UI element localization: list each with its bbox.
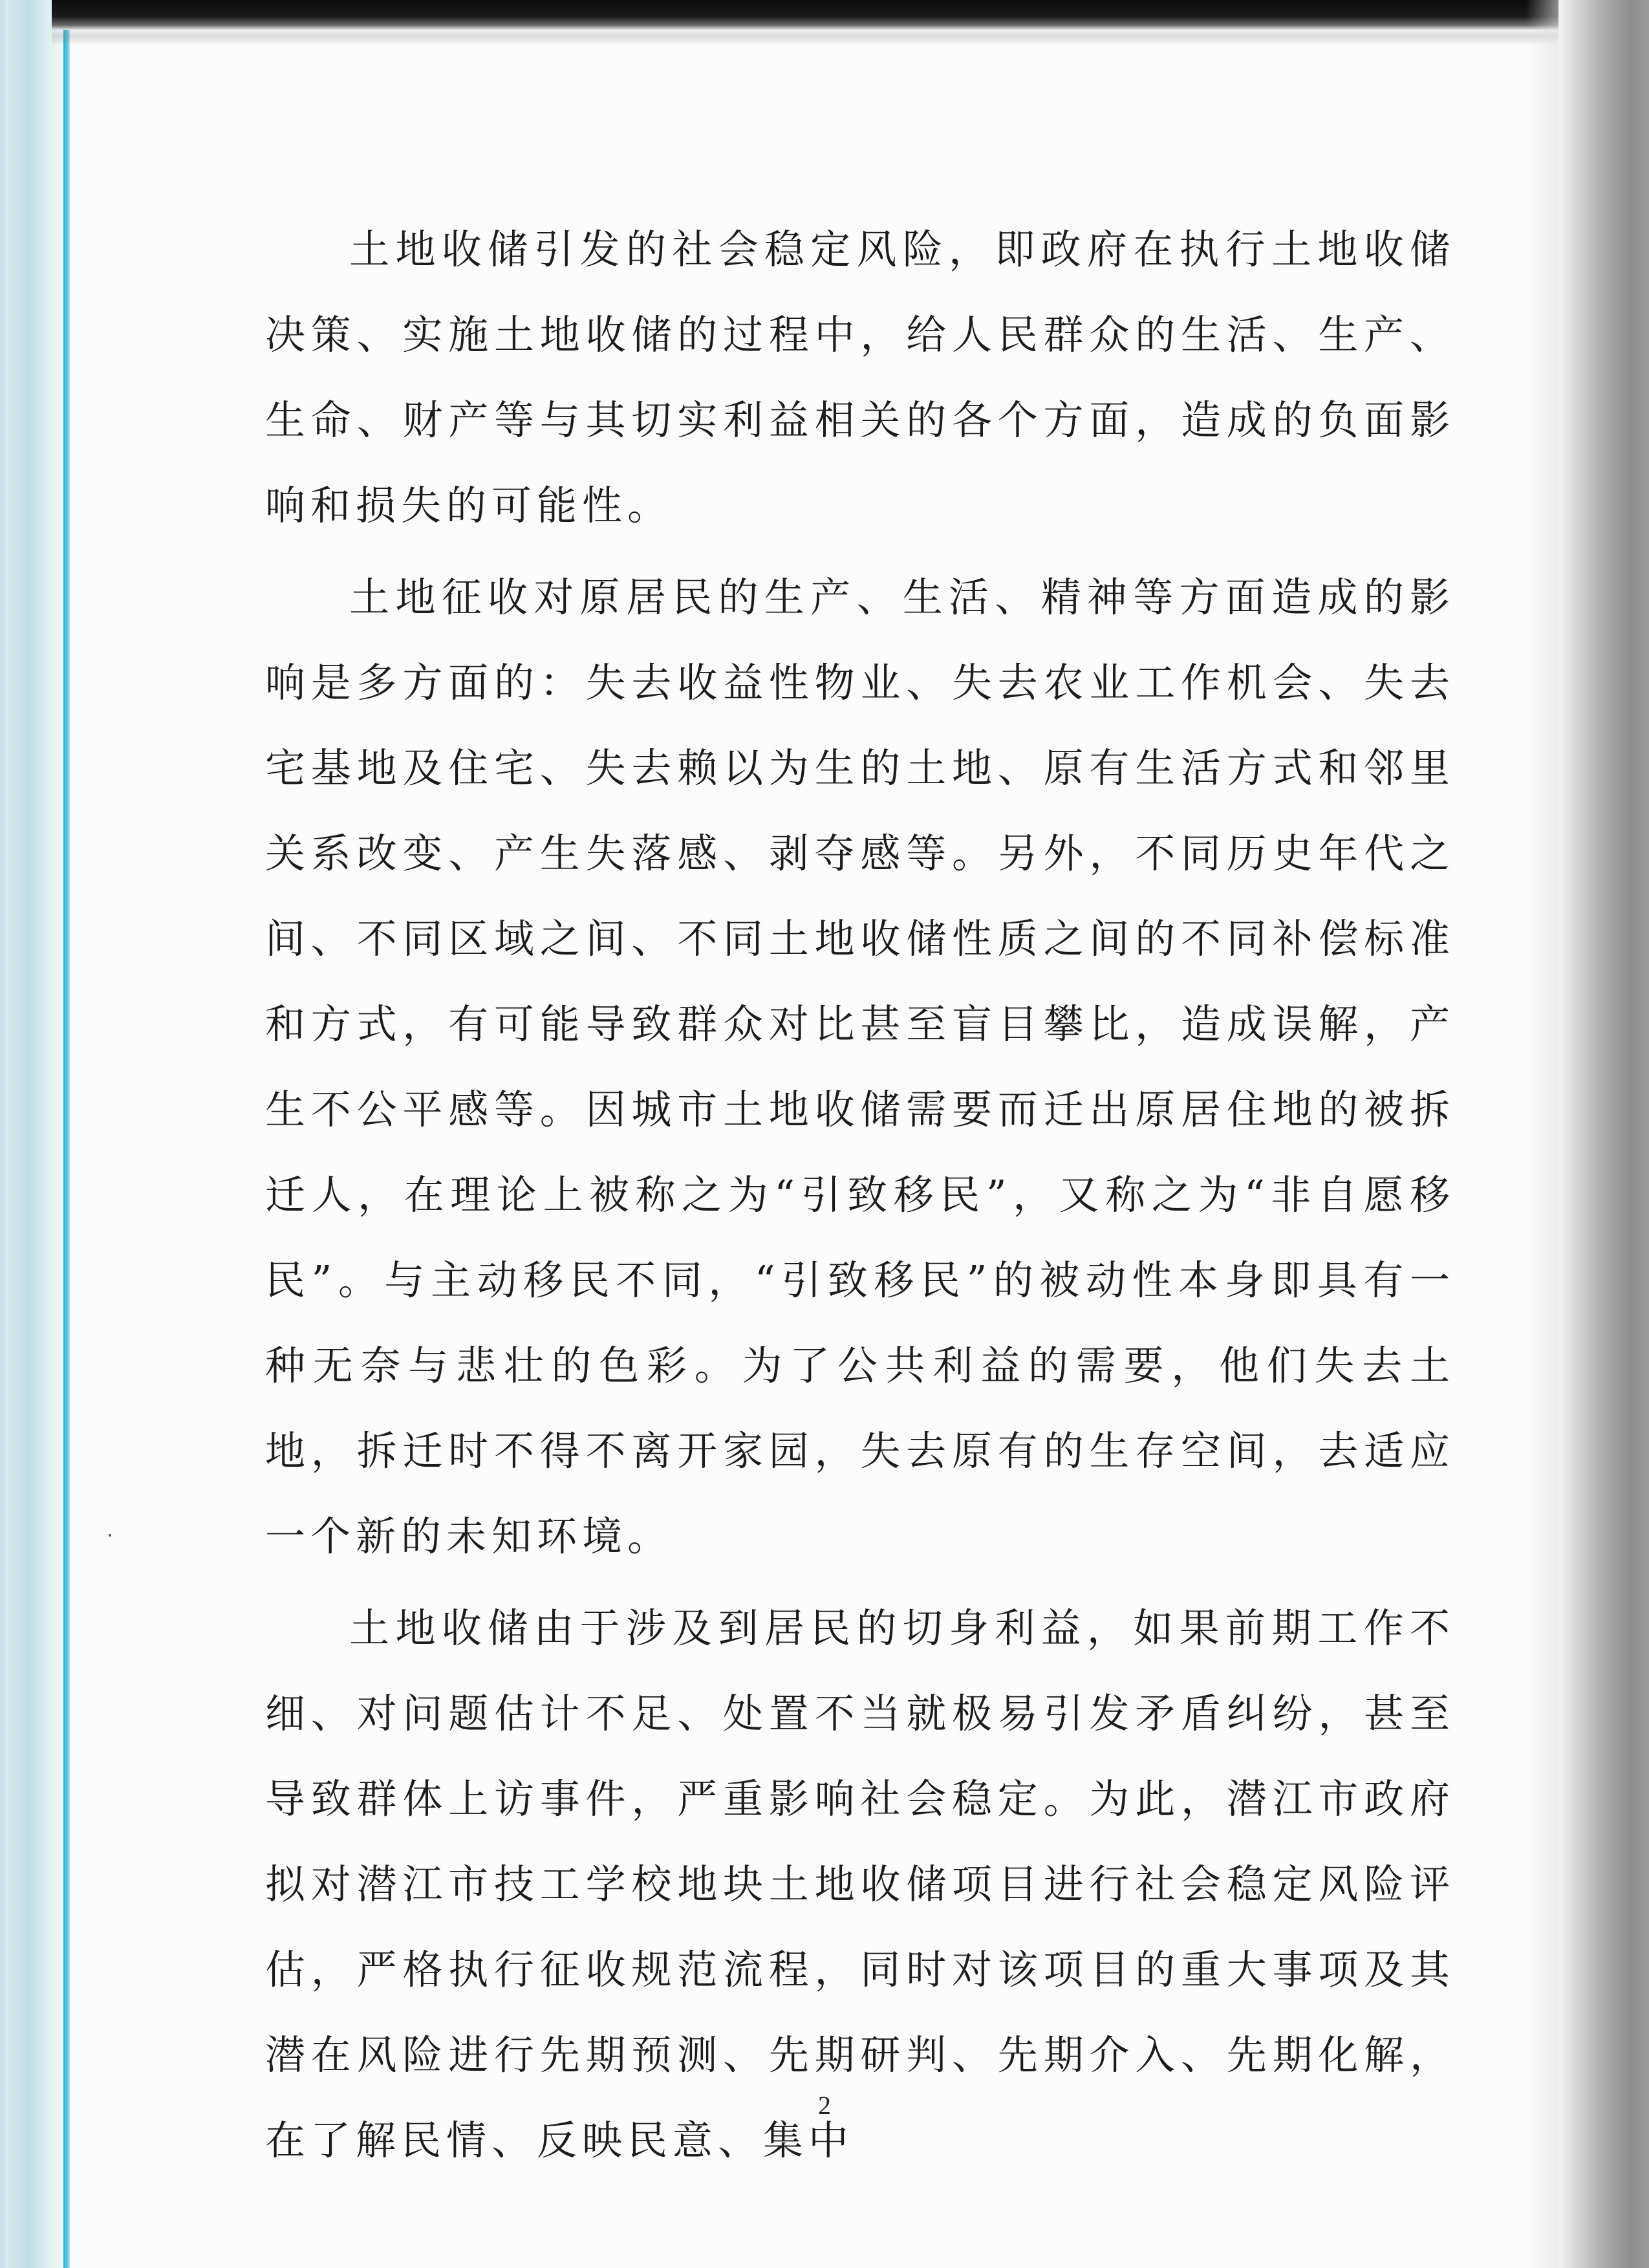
- paragraph: 土地征收对原居民的生产、生活、精神等方面造成的影响是多方面的：失去收益性物业、失去农业工作机会、失去宅基地及住宅、失去赖以为生的土地、原有生活方式和邻里关系改变、产生失落感、剥夺感等。另外，不同历史年代之间、不同区域之间、不同土地收储性质之间的不同补偿标准和方式，有可能导致群众对比甚至盲目攀比，造成误解，产生不公平感等。因城市土地收储需要而迁出原居住地的被拆迁人，在理论上被称之为“引致移民”，又称之为“非自愿移民”。与主动移民不同，“引致移民”的被动性本身即具有一种无奈与悲壮的色彩。为了公共利益的需要，他们失去土地，拆迁时不得不离开家园，失去原有的生存空间，去适应一个新的未知环境。: [265, 574, 1455, 1560]
- binding-strip: [0, 0, 63, 2268]
- paragraph: 土地收储引发的社会稳定风险，即政府在执行土地收储决策、实施土地收储的过程中，给人民群众的生活、生产、生命、财产等与其切实利益相关的各个方面，造成的负面影响和损失的可能性。: [265, 226, 1455, 529]
- paragraph: 土地收储由于涉及到居民的切身利益，如果前期工作不细、对问题估计不足、处置不当就极易引发矛盾纠纷，甚至导致群体上访事件，严重影响社会稳定。为此，潜江市政府拟对潜江市技工学校地块土地收储项目进行社会稳定风险评估，严格执行征收规范流程，同时对该项目的重大事项及其潜在风险进行先期预测、先期研判、先期介入、先期化解，在了解民情、反映民意、集中: [265, 1604, 1455, 2164]
- right-gutter-fade: [1526, 0, 1558, 2268]
- binding-accent-line: [63, 0, 70, 2268]
- page-number: 2: [818, 2091, 831, 2120]
- scan-speck: [109, 1534, 111, 1537]
- binding-edge: [0, 0, 5, 2268]
- body-text: [265, 207, 1455, 2183]
- right-gutter-shadow: [1558, 0, 1649, 2268]
- top-fold-shading: [52, 0, 1649, 45]
